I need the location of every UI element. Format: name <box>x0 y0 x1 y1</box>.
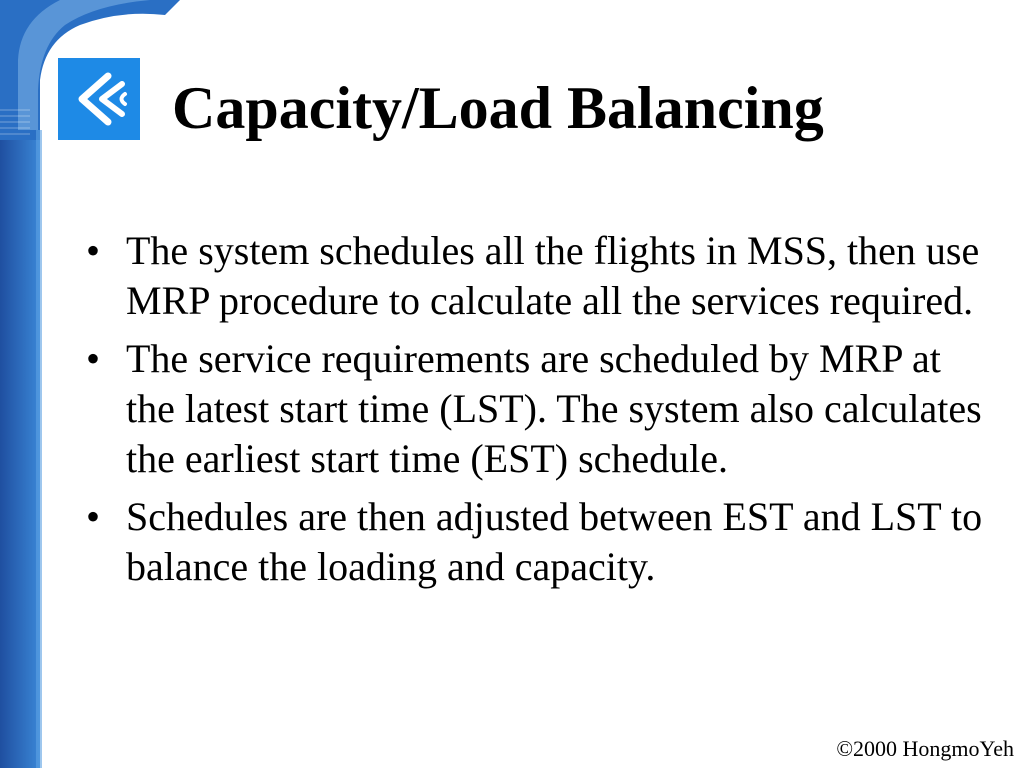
list-item <box>86 226 986 326</box>
bullet-text: The system schedules all the flights in MSS, then use MRP procedure to calculate all the services required. <box>126 228 980 323</box>
bullet-text: The service requirements are scheduled by MRP at the latest start time (LST). The system also calculates the earliest start time (EST) schedule. <box>126 336 982 481</box>
bullet-text: Schedules are then adjusted between EST and LST to balance the loading and capacity. <box>126 494 983 589</box>
list-item <box>86 492 986 592</box>
bullet-dot: • <box>86 494 101 539</box>
bullet-dot: • <box>86 336 101 381</box>
copyright-footer: ©2000 HongmoYeh <box>836 736 1014 761</box>
slide-title: Capacity/Load Balancing <box>172 75 824 141</box>
bullet-list <box>86 226 986 600</box>
bullet-dot: • <box>86 228 101 273</box>
list-item <box>86 334 986 484</box>
double-chevron-left-icon <box>58 58 140 140</box>
